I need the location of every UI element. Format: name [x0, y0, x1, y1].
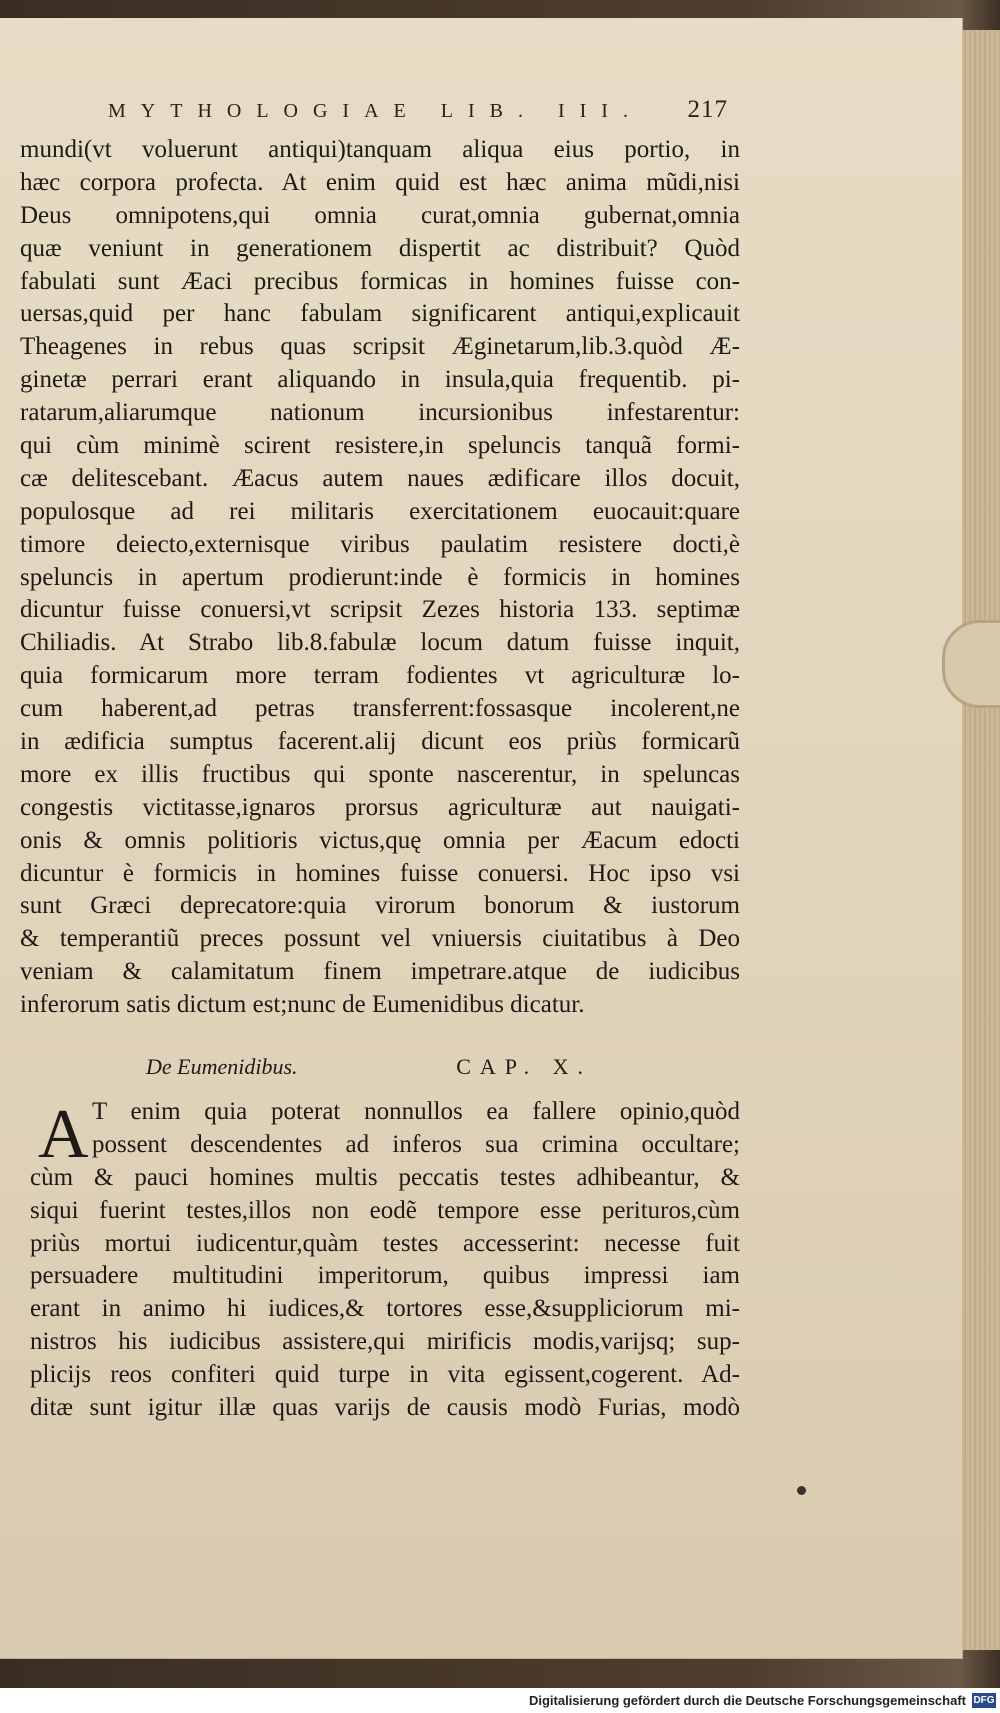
chapter-line: persuadere multitudini imperitorum, quibus impressi iam: [30, 1262, 740, 1290]
body-line: sunt Græci deprecatore:quia virorum bonorum & iustorum: [20, 892, 740, 920]
chapter-line: siqui fuerint testes,illos non eodẽ tempore esse perituros,cùm: [30, 1196, 740, 1224]
body-line: ginetæ perrari erant aliquando in insula,quia frequentib. pi-: [20, 366, 740, 394]
body-text: [20, 134, 740, 1022]
body-line: speluncis in apertum prodierunt:inde è formicis in homines: [20, 563, 740, 591]
chapter-title: De Eumenidibus.: [146, 1054, 298, 1079]
body-line: qui cùm minimè scirent resistere,in speluncis tanquã formi-: [20, 432, 740, 460]
body-line: quia formicarum more terram fodientes vt agriculturæ lo-: [20, 662, 740, 690]
dfg-logo: DFG: [973, 1695, 995, 1706]
body-line: veniam & calamitatum finem impetrare.atque de iudicibus: [20, 958, 740, 986]
page-fore-edge: [962, 30, 1000, 1650]
body-line: more ex illis fructibus qui sponte nascerentur, in speluncas: [20, 760, 740, 788]
chapter-line: priùs mortui iudicentur,quàm testes accesserint: necesse fuit: [30, 1229, 740, 1257]
body-line: Chiliadis. At Strabo lib.8.fabulæ locum datum fuisse inquit,: [20, 629, 740, 657]
body-line: inferorum satis dictum est;nunc de Eumenidibus dicatur.: [20, 991, 585, 1019]
body-line: hæc corpora profecta. At enim quid est hæc anima mũdi,nisi: [20, 168, 740, 196]
chapter-line: T enim quia poterat nonnullos ea fallere opinio,quòd: [92, 1098, 740, 1125]
body-line: mundi(vt voluerunt antiqui)tanquam aliqua eius portio, in: [20, 136, 740, 163]
digitization-footer: [0, 1688, 1000, 1713]
body-line: timore deiecto,externisque viribus paulatim resistere docti,è: [20, 530, 740, 558]
page-number: 217: [687, 96, 728, 123]
body-line: fabulati sunt Æaci precibus formicas in homines fuisse con-: [20, 267, 740, 295]
chapter-line: possent descendentes ad inferos sua crimina occultare;: [92, 1130, 740, 1158]
body-line: cæ delitescebant. Æacus autem naues ædificare illos docuit,: [20, 464, 740, 492]
body-line: uersas,quid per hanc fabulam significarent antiqui,explicauit: [20, 300, 740, 328]
chapter-heading: [146, 1054, 592, 1088]
chapter-line: nistros his iudicibus assistere,qui mirificis modis,varijsq; sup-: [30, 1328, 740, 1356]
chapter-line: erant in animo hi iudices,& tortores esse,&suppliciorum mi-: [30, 1295, 740, 1323]
drop-cap-initial: A: [38, 1096, 89, 1173]
body-line: & temperantiũ preces possunt vel vniuersis ciuitatibus à Deo: [20, 925, 740, 953]
chapter-text: [30, 1096, 740, 1425]
running-title: MYTHOLOGIAE LIB. III.: [108, 100, 643, 122]
chapter-line: plicijs reos confiteri quid turpe in vita egissent,cogerent. Ad-: [30, 1361, 740, 1389]
ink-speck: [797, 1486, 806, 1495]
body-line: in ædificia sumptus facerent.alij dicunt eos priùs formicarũ: [20, 728, 740, 756]
bookmark-tab-loop: [942, 620, 1000, 708]
chapter-line: ditæ sunt igitur illæ quas varijs de causis modò Furias, modò: [30, 1394, 740, 1422]
body-line: congestis victitasse,ignaros prorsus agriculturæ aut nauigati-: [20, 793, 740, 821]
running-head: [108, 96, 728, 126]
chapter-label: CAP. X.: [456, 1054, 592, 1079]
body-line: ratarum,aliarumque nationum incursionibus infestarentur:: [20, 399, 740, 427]
body-line: onis & omnis politioris victus,quę omnia per Æacum edocti: [20, 826, 740, 854]
body-line: dicuntur fuisse conuersi,vt scripsit Zezes historia 133. septimæ: [20, 596, 740, 624]
body-line: cum haberent,ad petras transferrent:fossasque incolerent,ne: [20, 695, 740, 723]
body-line: Deus omnipotens,qui omnia curat,omnia gubernat,omnia: [20, 201, 740, 229]
body-line: Theagenes in rebus quas scripsit Æginetarum,lib.3.quòd Æ-: [20, 333, 740, 361]
body-line: populosque ad rei militaris exercitationem euocauit:quare: [20, 497, 740, 525]
body-line: quæ veniunt in generationem dispertit ac distribuit? Quòd: [20, 234, 740, 262]
body-line: dicuntur è formicis in homines fuisse conuersi. Hoc ipso vsi: [20, 859, 740, 887]
chapter-line: cùm & pauci homines multis peccatis testes adhibeantur, &: [30, 1163, 740, 1191]
footer-credit-text: Digitalisierung gefördert durch die Deutsche Forschungsgemeinschaft: [528, 1693, 966, 1708]
